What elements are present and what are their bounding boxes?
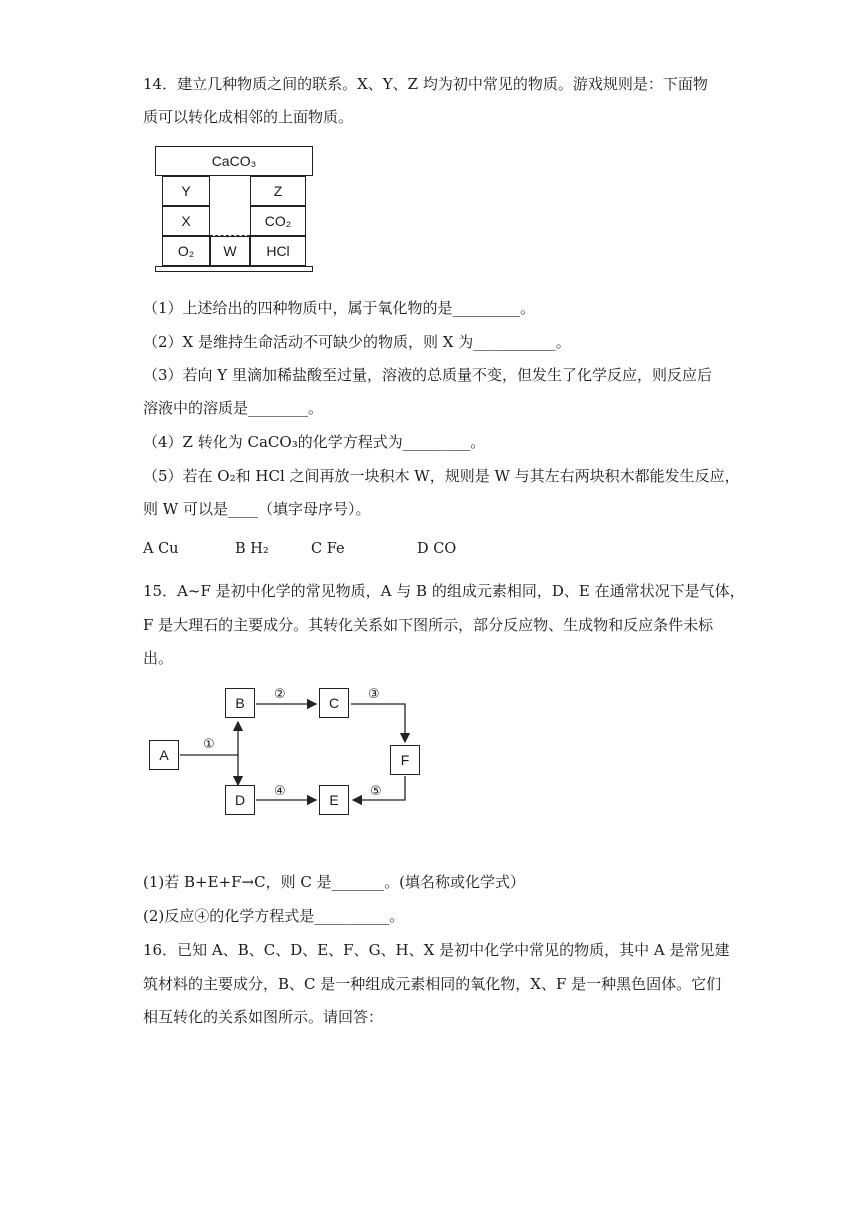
block-w: W (210, 236, 250, 266)
q14-s3b: 溶液中的溶质是________。 (143, 399, 324, 417)
conversion-flow-diagram (140, 684, 430, 824)
q16-line3: 相互转化的关系如图所示。请回答： (143, 1008, 384, 1026)
block-o2: O₂ (162, 236, 210, 266)
block-hcl: HCl (250, 236, 306, 266)
block-caco3: CaCO₃ (155, 146, 313, 176)
q15-line3: 出。 (143, 649, 174, 667)
option-b: B H₂ (235, 541, 269, 557)
q14-s4: （4）Z 转化为 CaCO₃的化学方程式为_________。 (143, 433, 486, 451)
block-z: Z (250, 176, 306, 206)
option-c: C Fe (311, 541, 345, 557)
node-a: A (149, 740, 179, 770)
block-tower-figure (155, 146, 313, 272)
step-label-5: ⑤ (370, 784, 382, 799)
block-co2: CO₂ (250, 206, 306, 236)
block-y: Y (162, 176, 210, 206)
q14-s1: （1）上述给出的四种物质中，属于氧化物的是_________。 (143, 299, 536, 317)
node-e: E (319, 785, 349, 815)
tower-base (155, 266, 313, 272)
q15-sub2: (2)反应④的化学方程式是__________。 (143, 907, 405, 925)
step-label-3: ③ (368, 687, 380, 702)
step-label-4: ④ (274, 784, 286, 799)
flow-arrows (140, 684, 430, 824)
q15-sub1: (1)若 B+E+F→C，则 C 是_______。(填名称或化学式） (143, 873, 525, 891)
q14-intro-line1: 14．建立几种物质之间的联系。X、Y、Z 均为初中常见的物质。游戏规则是：下面物 (143, 75, 708, 93)
option-d: D CO (417, 541, 457, 557)
node-f: F (390, 745, 420, 775)
q15-line1: 15．A~F 是初中化学的常见物质，A 与 B 的组成元素相同，D、E 在通常状况下是气体， (143, 582, 745, 600)
step-label-1: ① (203, 737, 215, 752)
q14-s3a: （3）若向 Y 里滴加稀盐酸至过量，溶液的总质量不变，但发生了化学反应，则反应后 (143, 366, 712, 384)
q16-line1: 16．已知 A、B、C、D、E、F、G、H、X 是初中化学中常见的物质，其中 A 是常见建 (143, 941, 730, 959)
node-d: D (225, 785, 255, 815)
node-c: C (319, 688, 349, 718)
option-a: A Cu (143, 541, 179, 557)
q14-intro-line2: 质可以转化成相邻的上面物质。 (143, 108, 354, 126)
step-label-2: ② (274, 687, 286, 702)
q15-line2: F 是大理石的主要成分。其转化关系如下图所示，部分反应物、生成物和反应条件未标 (143, 616, 714, 634)
q14-s5a: （5）若在 O₂和 HCl 之间再放一块积木 W，规则是 W 与其左右两块积木都能发生反应， (143, 467, 740, 485)
node-b: B (225, 688, 255, 718)
block-x: X (162, 206, 210, 236)
q16-line2: 筑材料的主要成分，B、C 是一种组成元素相同的氧化物，X、F 是一种黑色固体。它们 (143, 975, 722, 993)
q14-s2: （2）X 是维持生命活动不可缺少的物质，则 X 为___________。 (143, 333, 571, 351)
q14-s5b: 则 W 可以是____（填字母序号）。 (143, 500, 371, 518)
dashed-divider (210, 235, 250, 236)
